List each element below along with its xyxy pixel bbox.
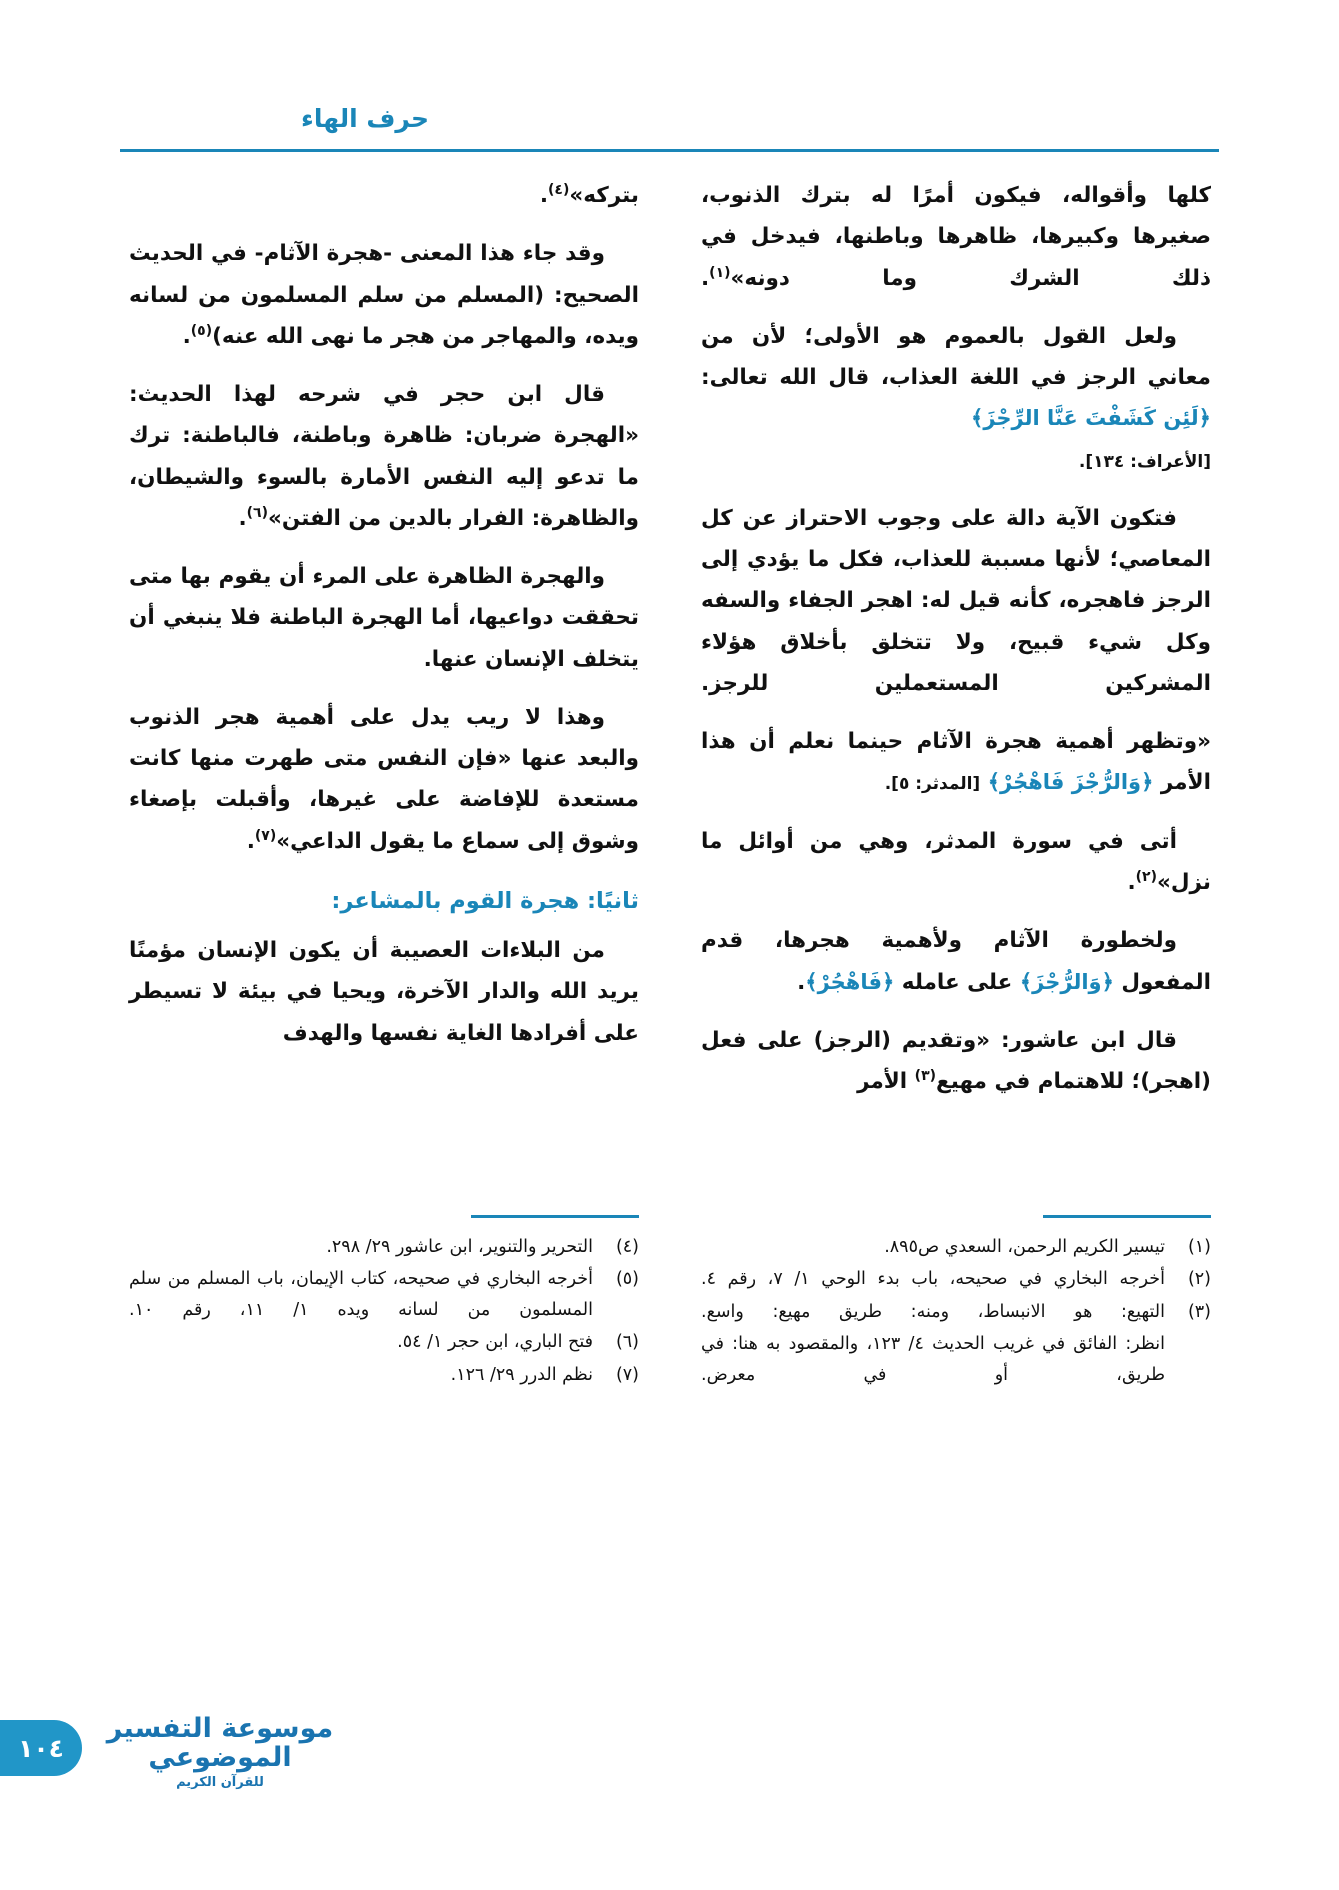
footnote-item	[701, 1297, 1211, 1328]
footnote-marker: (٦)	[246, 504, 268, 521]
paragraph	[129, 374, 639, 539]
quran-quote: ﴿وَالرُّجْزَ فَاهْجُرْ﴾	[987, 770, 1154, 795]
footnote-text: فتح الباري، ابن حجر ١/ ٥٤.	[397, 1332, 593, 1353]
footnote-item	[129, 1327, 639, 1358]
paragraph-text: والهجرة الظاهرة على المرء أن يقوم بها متى تحققت دواعيها، أما الهجرة الباطنة فلا ينبغي أن يتخلف الإنسان عنها.	[129, 564, 639, 672]
paragraph	[701, 721, 1211, 804]
quran-quote: ﴿وَالرُّجْزَ﴾	[1019, 969, 1114, 994]
footnotes-left	[129, 1215, 639, 1515]
paragraph-text: .	[182, 323, 191, 349]
paragraph-text: ولعل القول بالعموم هو الأولى؛ لأن من معاني الرجز في اللغة العذاب، قال الله تعالى:	[701, 323, 1211, 391]
paragraph	[129, 697, 639, 862]
footnote-item	[129, 1360, 639, 1391]
paragraph-text: على عامله	[901, 969, 1013, 995]
quran-quote: ﴿لَئِن كَشَفْتَ عَنَّا الرِّجْزَ﴾	[971, 406, 1211, 431]
page-header	[120, 104, 1219, 162]
footnote-item	[129, 1232, 639, 1263]
footnote-number: (٢)	[1187, 1269, 1211, 1290]
footnote-number: (١)	[1187, 1236, 1211, 1257]
footnote-number: (٣)	[1187, 1301, 1211, 1322]
paragraph-text: وقد جاء هذا المعنى -هجرة الآثام- في الحديث الصحيح: (المسلم من سلم المسلمون من لسانه ويده، والمهاجر من هجر ما نهى الله عنه)	[129, 241, 639, 349]
paragraph-text: كلها وأقواله، فيكون أمرًا له بترك الذنوب، صغيرها وكبيرها، ظاهرها وباطنها، فيدخل في ذلك الشرك وما دونه»	[701, 183, 1211, 291]
paragraph	[129, 930, 639, 1054]
footnote-item	[701, 1329, 1211, 1390]
paragraph-text: قال ابن حجر في شرحه لهذا الحديث: «الهجرة ضربان: ظاهرة وباطنة، فالباطنة: ترك ما تدعو إليه النفس الأمارة بالسوء والشيطان، والظاهرة: الفرار بالدين من الفتن»	[129, 382, 639, 531]
paragraph-text: .	[797, 969, 806, 995]
footnote-number	[1165, 1329, 1211, 1390]
publisher-logo	[90, 1714, 350, 1790]
footnote-text: التحرير والتنوير، ابن عاشور ٢٩/ ٢٩٨.	[326, 1236, 593, 1257]
footnote-number: (٥)	[615, 1269, 639, 1290]
footnote-text: تيسير الكريم الرحمن، السعدي ص٨٩٥.	[884, 1236, 1165, 1257]
paragraph: أتى في سورة المدثر، وهي من أوائل ما نزل»$^{(٢)}$.	[701, 828, 1211, 895]
footnote-text: التهيع: هو الانبساط، ومنه: طريق مهيع: واسع.	[701, 1301, 1165, 1322]
footnote-item	[701, 1232, 1211, 1263]
page-footer	[0, 1680, 1339, 1890]
footnote-marker: (٥)	[190, 322, 213, 339]
paragraph	[701, 498, 1211, 704]
column-left	[129, 175, 639, 1315]
footnote-item	[701, 1264, 1211, 1295]
footnote-number: (٦)	[615, 1332, 639, 1353]
paragraph-text: أتى في سورة المدثر، وهي من أوائل ما نزل»	[701, 828, 1211, 895]
footnote-number: (٧)	[615, 1365, 639, 1385]
column-right	[701, 175, 1211, 1315]
verse-reference: [المدثر: ٥].	[884, 774, 981, 795]
header-title: حرف الهاء	[301, 104, 429, 133]
paragraph-text: قال ابن عاشور: «وتقديم (الرجز) على فعل (اهجر)؛ للاهتمام في مهيع	[701, 1027, 1211, 1095]
paragraph	[129, 175, 639, 216]
footnote-marker: (٢)	[1135, 868, 1157, 885]
paragraph-text: من البلاءات العصيبة أن يكون الإنسان مؤمنًا يريد الله والدار الآخرة، ويحيا في بيئة لا تسيطر على أفرادها الغاية نفسها والهدف	[129, 937, 639, 1046]
paragraph-text: .	[246, 828, 255, 854]
paragraph: كلها وأقواله، فيكون أمرًا له بترك الذنوب، صغيرها وكبيرها، ظاهرها وباطنها، فيدخل في ذلك الشرك وما دونه»$^{(١)}$.	[701, 183, 1211, 291]
body-columns	[128, 175, 1211, 1315]
paragraph-text: الأمر	[857, 1069, 908, 1095]
verse-reference: [الأعراف: ١٣٤].	[1078, 451, 1211, 472]
logo-title: موسوعة التفسير الموضوعي	[106, 1712, 334, 1774]
footnote-text: نظم الدرر ٢٩/ ١٢٦.	[450, 1365, 593, 1385]
paragraph-text: وهذا لا ريب يدل على أهمية هجر الذنوب والبعد عنها «فإن النفس متى طهرت منها كانت مستعدة للإفاضة على غيرها، وأقبلت بإصغاء وشوق إلى سماع ما يقول الداعي»	[129, 704, 639, 854]
section-subheading: ثانيًا: هجرة القوم بالمشاعر:	[331, 887, 639, 914]
footnote-item	[129, 1264, 639, 1325]
footnote-marker: (١)	[709, 264, 731, 281]
footnote-number: (٤)	[615, 1236, 639, 1257]
footnote-text: انظر: الفائق في غريب الحديث ٤/ ١٢٣، والمقصود به هنا: في طريق، أو في معرض.	[701, 1334, 1165, 1385]
paragraph	[701, 316, 1211, 481]
paragraph-text: بتركه»	[569, 183, 639, 208]
page-number: ١٠٤	[18, 1733, 64, 1763]
paragraph	[129, 233, 639, 357]
header-divider	[120, 149, 1219, 152]
paragraph-text: .	[539, 183, 548, 208]
page-number-tab	[0, 1720, 82, 1776]
paragraph-text: ولخطورة الآثام ولأهمية هجرها، قدم المفعول	[701, 928, 1211, 995]
quran-quote: ﴿فَاهْجُرْ﴾	[805, 969, 895, 994]
paragraph	[701, 920, 1211, 1003]
footnotes-right	[701, 1215, 1211, 1515]
paragraph-text: .	[238, 505, 247, 531]
footnote-text: أخرجه البخاري في صحيحه، كتاب الإيمان، باب المسلم من سلم المسلمون من لسانه ويده ١/ ١١، رقم ١٠.	[129, 1269, 593, 1320]
footnote-text: أخرجه البخاري في صحيحه، باب بدء الوحي ١/ ٧، رقم ٤.	[701, 1269, 1165, 1290]
paragraph	[129, 556, 639, 680]
paragraph	[701, 1020, 1211, 1103]
footnotes-area	[128, 1215, 1211, 1515]
footnote-divider	[471, 1215, 639, 1218]
paragraph-text: «وتظهر أهمية هجرة الآثام حينما نعلم أن هذا الأمر	[701, 729, 1211, 796]
footnote-divider	[1043, 1215, 1211, 1218]
footnote-marker: (٧)	[254, 827, 277, 844]
footnote-marker: (٤)	[547, 181, 570, 198]
footnote-marker: (٣)	[914, 1067, 937, 1084]
logo-subtitle: للقرآن الكريم	[176, 1775, 264, 1790]
paragraph-text: فتكون الآية دالة على وجوب الاحتراز عن كل المعاصي؛ لأنها مسببة للعذاب، فكل ما يؤدي إلى الرجز فاهجره، كأنه قيل له: اهجر الجفاء والسفه وكل شيء قبيح، ولا تتخلق بأخلاق هؤلاء المشركين المستعملين للرجز.	[701, 505, 1211, 696]
